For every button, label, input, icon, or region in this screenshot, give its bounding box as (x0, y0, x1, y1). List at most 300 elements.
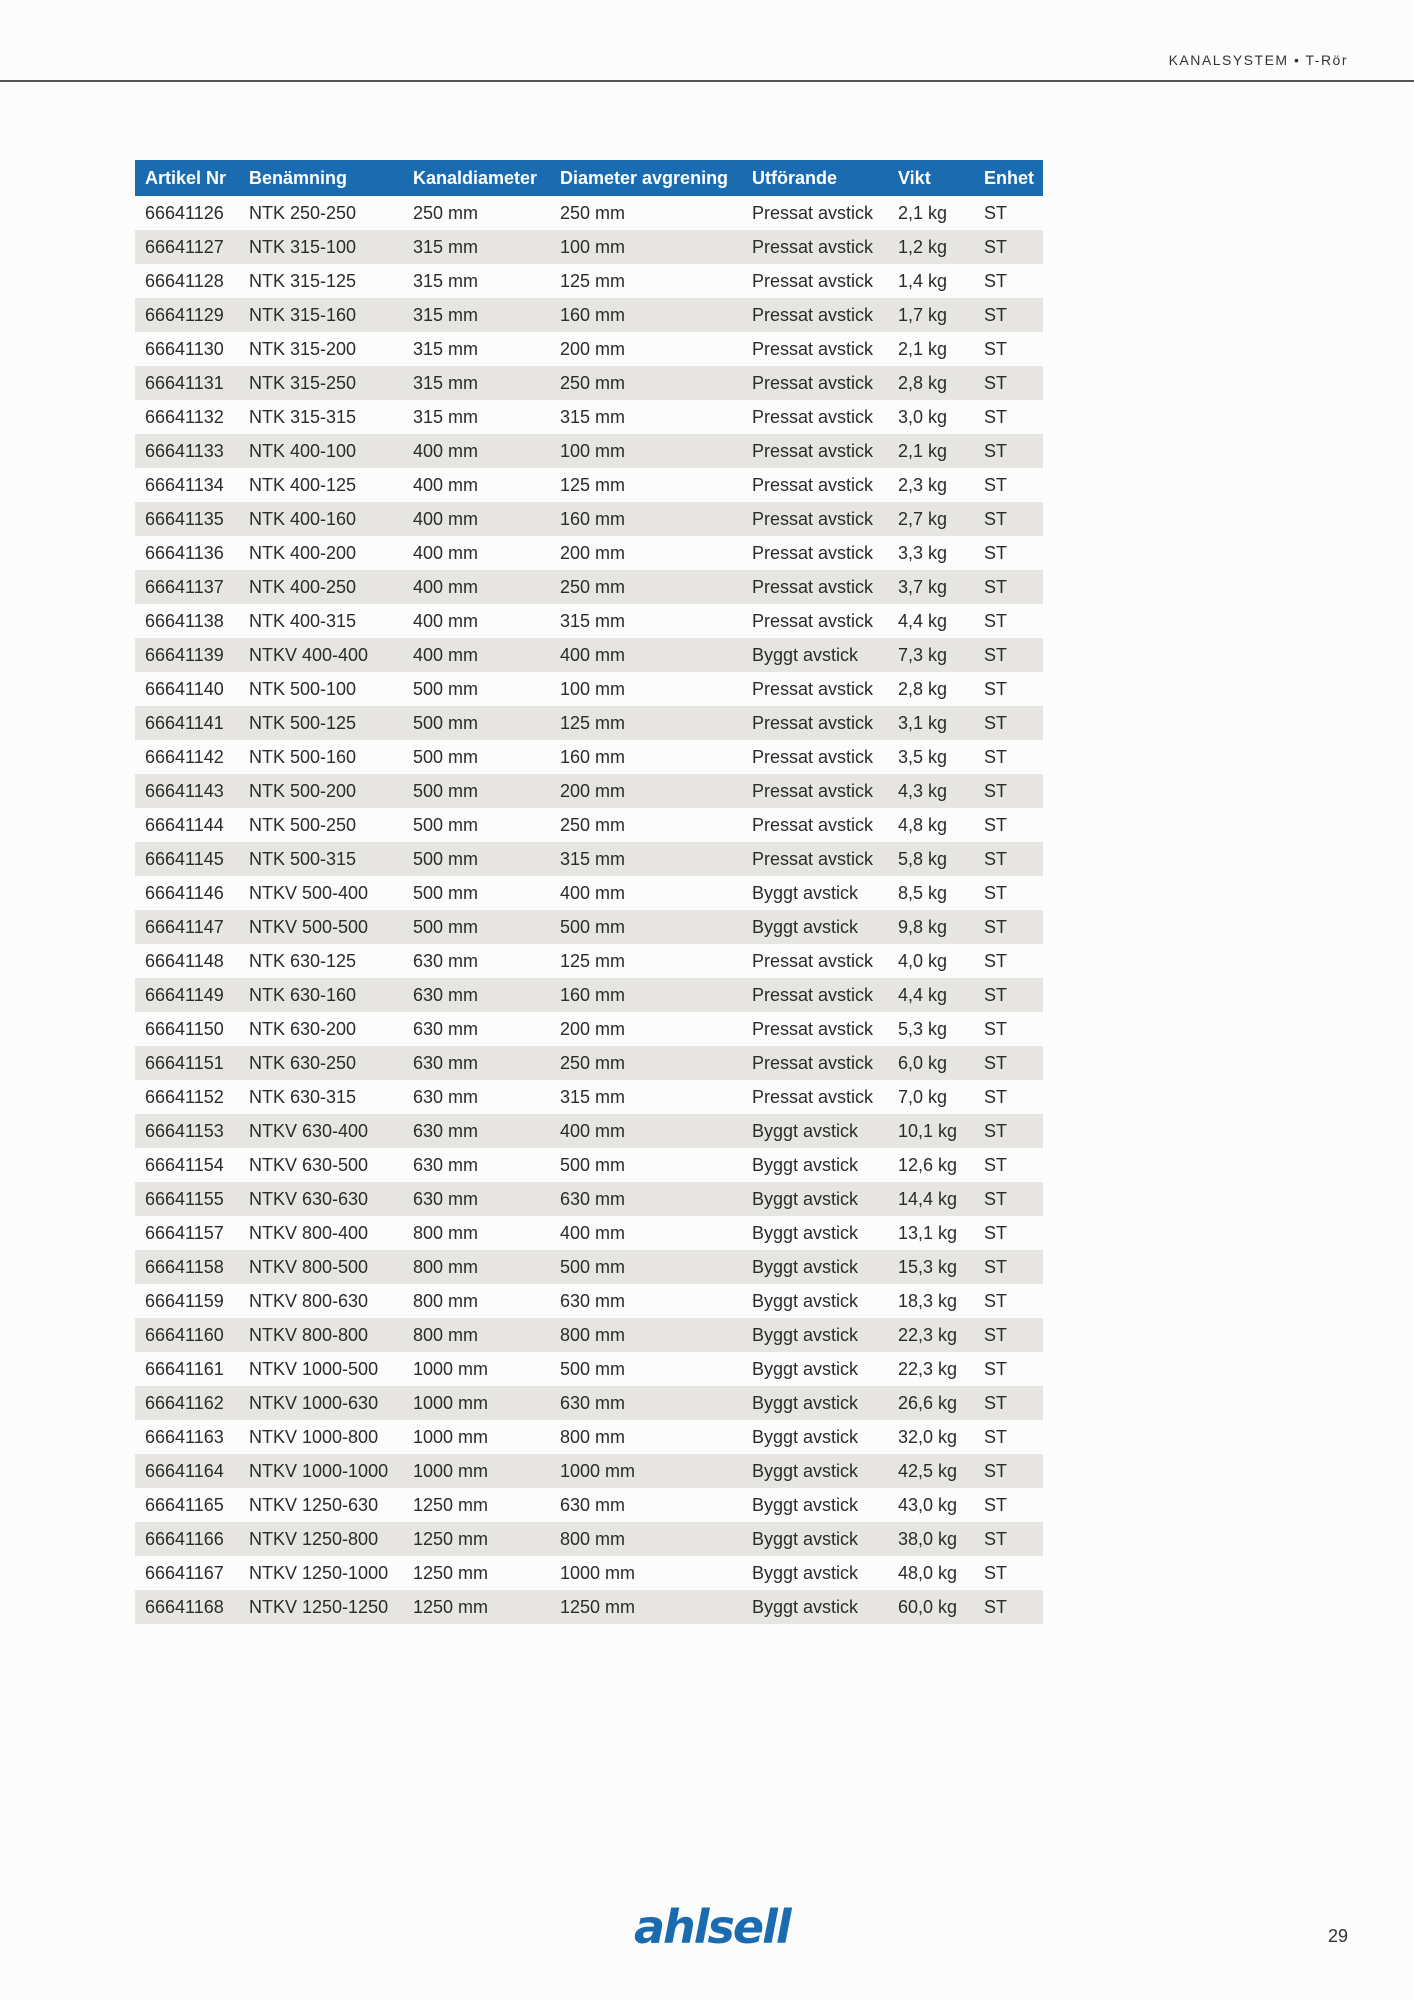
cell-benamning: NTKV 1000-630 (239, 1386, 403, 1420)
cell-artikel-nr: 66641137 (135, 570, 239, 604)
cell-utforande: Pressat avstick (742, 502, 888, 536)
table-row (135, 842, 1043, 876)
cell-diameter-avgrening: 400 mm (550, 1114, 742, 1148)
cell-kanaldiameter: 315 mm (403, 298, 550, 332)
cell-enhet: ST (974, 1216, 1043, 1250)
table-row (135, 876, 1043, 910)
table-row (135, 808, 1043, 842)
cell-diameter-avgrening: 200 mm (550, 774, 742, 808)
cell-utforande: Byggt avstick (742, 1114, 888, 1148)
table-row (135, 740, 1043, 774)
cell-vikt: 4,4 kg (888, 604, 974, 638)
table-row (135, 1352, 1043, 1386)
cell-vikt: 2,1 kg (888, 332, 974, 366)
cell-diameter-avgrening: 250 mm (550, 808, 742, 842)
cell-artikel-nr: 66641147 (135, 910, 239, 944)
table-row (135, 1046, 1043, 1080)
cell-vikt: 1,7 kg (888, 298, 974, 332)
cell-vikt: 14,4 kg (888, 1182, 974, 1216)
cell-benamning: NTKV 630-400 (239, 1114, 403, 1148)
cell-kanaldiameter: 1250 mm (403, 1522, 550, 1556)
cell-benamning: NTK 630-315 (239, 1080, 403, 1114)
cell-kanaldiameter: 630 mm (403, 1012, 550, 1046)
page-number: 29 (1327, 1926, 1348, 1946)
cell-artikel-nr: 66641151 (135, 1046, 239, 1080)
cell-vikt: 32,0 kg (888, 1420, 974, 1454)
cell-enhet: ST (974, 1318, 1043, 1352)
cell-vikt: 2,3 kg (888, 468, 974, 502)
cell-enhet: ST (974, 570, 1043, 604)
cell-diameter-avgrening: 100 mm (550, 230, 742, 264)
cell-enhet: ST (974, 1522, 1043, 1556)
cell-diameter-avgrening: 250 mm (550, 570, 742, 604)
cell-benamning: NTK 400-250 (239, 570, 403, 604)
cell-vikt: 3,7 kg (888, 570, 974, 604)
cell-kanaldiameter: 400 mm (403, 468, 550, 502)
cell-vikt: 48,0 kg (888, 1556, 974, 1590)
ahlsell-logo: ahlsell (634, 1900, 790, 1954)
table-row (135, 638, 1043, 672)
cell-utforande: Pressat avstick (742, 400, 888, 434)
cell-diameter-avgrening: 1250 mm (550, 1590, 742, 1624)
cell-enhet: ST (974, 638, 1043, 672)
cell-benamning: NTK 500-100 (239, 672, 403, 706)
cell-vikt: 3,1 kg (888, 706, 974, 740)
cell-benamning: NTK 630-200 (239, 1012, 403, 1046)
cell-benamning: NTKV 800-400 (239, 1216, 403, 1250)
table-row (135, 1590, 1043, 1624)
cell-enhet: ST (974, 876, 1043, 910)
cell-diameter-avgrening: 1000 mm (550, 1556, 742, 1590)
cell-kanaldiameter: 500 mm (403, 842, 550, 876)
cell-enhet: ST (974, 1420, 1043, 1454)
cell-utforande: Pressat avstick (742, 332, 888, 366)
cell-diameter-avgrening: 250 mm (550, 1046, 742, 1080)
cell-benamning: NTK 500-250 (239, 808, 403, 842)
table-row (135, 502, 1043, 536)
cell-kanaldiameter: 500 mm (403, 910, 550, 944)
cell-enhet: ST (974, 468, 1043, 502)
cell-benamning: NTK 400-160 (239, 502, 403, 536)
cell-diameter-avgrening: 160 mm (550, 502, 742, 536)
cell-vikt: 2,1 kg (888, 434, 974, 468)
cell-enhet: ST (974, 1556, 1043, 1590)
column-header-enhet: Enhet (974, 160, 1043, 196)
cell-diameter-avgrening: 800 mm (550, 1420, 742, 1454)
table-row (135, 366, 1043, 400)
cell-enhet: ST (974, 910, 1043, 944)
cell-utforande: Pressat avstick (742, 672, 888, 706)
table-row (135, 1454, 1043, 1488)
table-body (135, 196, 1043, 1624)
cell-enhet: ST (974, 842, 1043, 876)
cell-vikt: 60,0 kg (888, 1590, 974, 1624)
table-row (135, 672, 1043, 706)
cell-artikel-nr: 66641162 (135, 1386, 239, 1420)
table-row (135, 298, 1043, 332)
cell-utforande: Byggt avstick (742, 1386, 888, 1420)
table-row (135, 1148, 1043, 1182)
cell-artikel-nr: 66641139 (135, 638, 239, 672)
cell-artikel-nr: 66641142 (135, 740, 239, 774)
table-row (135, 570, 1043, 604)
cell-utforande: Pressat avstick (742, 468, 888, 502)
cell-enhet: ST (974, 706, 1043, 740)
cell-benamning: NTKV 1000-1000 (239, 1454, 403, 1488)
cell-vikt: 43,0 kg (888, 1488, 974, 1522)
cell-diameter-avgrening: 400 mm (550, 638, 742, 672)
table-row (135, 1556, 1043, 1590)
cell-utforande: Pressat avstick (742, 366, 888, 400)
cell-utforande: Pressat avstick (742, 842, 888, 876)
cell-artikel-nr: 66641148 (135, 944, 239, 978)
cell-artikel-nr: 66641134 (135, 468, 239, 502)
cell-artikel-nr: 66641130 (135, 332, 239, 366)
cell-kanaldiameter: 630 mm (403, 1080, 550, 1114)
cell-kanaldiameter: 630 mm (403, 1182, 550, 1216)
cell-kanaldiameter: 315 mm (403, 400, 550, 434)
cell-enhet: ST (974, 298, 1043, 332)
cell-enhet: ST (974, 1182, 1043, 1216)
cell-artikel-nr: 66641143 (135, 774, 239, 808)
cell-utforande: Pressat avstick (742, 740, 888, 774)
cell-vikt: 5,3 kg (888, 1012, 974, 1046)
cell-vikt: 8,5 kg (888, 876, 974, 910)
cell-enhet: ST (974, 264, 1043, 298)
cell-diameter-avgrening: 160 mm (550, 978, 742, 1012)
cell-utforande: Byggt avstick (742, 1420, 888, 1454)
cell-benamning: NTK 500-125 (239, 706, 403, 740)
cell-artikel-nr: 66641161 (135, 1352, 239, 1386)
cell-kanaldiameter: 1250 mm (403, 1590, 550, 1624)
cell-vikt: 3,0 kg (888, 400, 974, 434)
column-header-utforande: Utförande (742, 160, 888, 196)
cell-enhet: ST (974, 502, 1043, 536)
cell-enhet: ST (974, 1012, 1043, 1046)
cell-utforande: Byggt avstick (742, 1148, 888, 1182)
cell-benamning: NTK 400-125 (239, 468, 403, 502)
cell-benamning: NTKV 1250-630 (239, 1488, 403, 1522)
cell-utforande: Byggt avstick (742, 1590, 888, 1624)
cell-diameter-avgrening: 500 mm (550, 1148, 742, 1182)
cell-vikt: 4,3 kg (888, 774, 974, 808)
cell-artikel-nr: 66641140 (135, 672, 239, 706)
cell-diameter-avgrening: 100 mm (550, 434, 742, 468)
cell-vikt: 26,6 kg (888, 1386, 974, 1420)
cell-vikt: 6,0 kg (888, 1046, 974, 1080)
cell-vikt: 12,6 kg (888, 1148, 974, 1182)
cell-vikt: 3,3 kg (888, 536, 974, 570)
cell-vikt: 42,5 kg (888, 1454, 974, 1488)
cell-vikt: 4,0 kg (888, 944, 974, 978)
cell-vikt: 2,8 kg (888, 672, 974, 706)
cell-kanaldiameter: 315 mm (403, 230, 550, 264)
cell-enhet: ST (974, 604, 1043, 638)
table-row (135, 434, 1043, 468)
cell-enhet: ST (974, 536, 1043, 570)
cell-enhet: ST (974, 1148, 1043, 1182)
cell-benamning: NTKV 500-500 (239, 910, 403, 944)
cell-artikel-nr: 66641152 (135, 1080, 239, 1114)
cell-enhet: ST (974, 978, 1043, 1012)
table-row (135, 1284, 1043, 1318)
cell-kanaldiameter: 315 mm (403, 264, 550, 298)
cell-vikt: 1,4 kg (888, 264, 974, 298)
cell-benamning: NTK 315-315 (239, 400, 403, 434)
table-row (135, 1216, 1043, 1250)
column-header-vikt: Vikt (888, 160, 974, 196)
cell-benamning: NTKV 1250-800 (239, 1522, 403, 1556)
cell-enhet: ST (974, 196, 1043, 230)
cell-enhet: ST (974, 1488, 1043, 1522)
cell-diameter-avgrening: 400 mm (550, 1216, 742, 1250)
cell-kanaldiameter: 500 mm (403, 706, 550, 740)
cell-artikel-nr: 66641138 (135, 604, 239, 638)
cell-utforande: Byggt avstick (742, 1488, 888, 1522)
cell-artikel-nr: 66641136 (135, 536, 239, 570)
cell-diameter-avgrening: 500 mm (550, 910, 742, 944)
cell-enhet: ST (974, 1454, 1043, 1488)
cell-kanaldiameter: 1000 mm (403, 1454, 550, 1488)
cell-enhet: ST (974, 332, 1043, 366)
cell-diameter-avgrening: 1000 mm (550, 1454, 742, 1488)
cell-enhet: ST (974, 1284, 1043, 1318)
table-row (135, 400, 1043, 434)
cell-benamning: NTK 500-315 (239, 842, 403, 876)
cell-artikel-nr: 66641131 (135, 366, 239, 400)
cell-utforande: Pressat avstick (742, 808, 888, 842)
cell-enhet: ST (974, 944, 1043, 978)
cell-utforande: Byggt avstick (742, 1182, 888, 1216)
cell-vikt: 7,3 kg (888, 638, 974, 672)
cell-vikt: 5,8 kg (888, 842, 974, 876)
cell-artikel-nr: 66641145 (135, 842, 239, 876)
cell-utforande: Pressat avstick (742, 604, 888, 638)
cell-utforande: Pressat avstick (742, 978, 888, 1012)
cell-benamning: NTK 630-125 (239, 944, 403, 978)
cell-benamning: NTKV 800-800 (239, 1318, 403, 1352)
cell-kanaldiameter: 630 mm (403, 1114, 550, 1148)
table-row (135, 706, 1043, 740)
cell-vikt: 22,3 kg (888, 1352, 974, 1386)
cell-artikel-nr: 66641129 (135, 298, 239, 332)
cell-diameter-avgrening: 500 mm (550, 1352, 742, 1386)
cell-vikt: 38,0 kg (888, 1522, 974, 1556)
cell-artikel-nr: 66641149 (135, 978, 239, 1012)
cell-diameter-avgrening: 400 mm (550, 876, 742, 910)
cell-kanaldiameter: 400 mm (403, 638, 550, 672)
cell-diameter-avgrening: 315 mm (550, 400, 742, 434)
cell-enhet: ST (974, 434, 1043, 468)
cell-enhet: ST (974, 1250, 1043, 1284)
column-header-diameter-avgrening: Diameter avgrening (550, 160, 742, 196)
column-header-kanaldiameter: Kanaldiameter (403, 160, 550, 196)
cell-diameter-avgrening: 630 mm (550, 1488, 742, 1522)
cell-benamning: NTKV 1000-500 (239, 1352, 403, 1386)
table-row (135, 910, 1043, 944)
cell-artikel-nr: 66641165 (135, 1488, 239, 1522)
cell-enhet: ST (974, 1590, 1043, 1624)
table-row (135, 468, 1043, 502)
cell-benamning: NTKV 1250-1000 (239, 1556, 403, 1590)
section-header: KANALSYSTEM • T-Rör (1168, 52, 1348, 68)
cell-benamning: NTK 630-250 (239, 1046, 403, 1080)
cell-enhet: ST (974, 740, 1043, 774)
cell-artikel-nr: 66641155 (135, 1182, 239, 1216)
cell-kanaldiameter: 1250 mm (403, 1556, 550, 1590)
cell-diameter-avgrening: 315 mm (550, 842, 742, 876)
cell-diameter-avgrening: 200 mm (550, 536, 742, 570)
cell-utforande: Byggt avstick (742, 1318, 888, 1352)
cell-utforande: Pressat avstick (742, 1080, 888, 1114)
table-row (135, 1012, 1043, 1046)
cell-kanaldiameter: 630 mm (403, 978, 550, 1012)
cell-artikel-nr: 66641127 (135, 230, 239, 264)
cell-benamning: NTKV 1250-1250 (239, 1590, 403, 1624)
cell-artikel-nr: 66641157 (135, 1216, 239, 1250)
table-row (135, 978, 1043, 1012)
cell-utforande: Byggt avstick (742, 1284, 888, 1318)
cell-artikel-nr: 66641126 (135, 196, 239, 230)
table-row (135, 230, 1043, 264)
cell-artikel-nr: 66641146 (135, 876, 239, 910)
cell-kanaldiameter: 315 mm (403, 332, 550, 366)
cell-artikel-nr: 66641133 (135, 434, 239, 468)
cell-kanaldiameter: 1000 mm (403, 1420, 550, 1454)
product-table (135, 160, 1043, 1624)
table-row (135, 1114, 1043, 1148)
cell-utforande: Pressat avstick (742, 264, 888, 298)
cell-benamning: NTKV 1000-800 (239, 1420, 403, 1454)
cell-kanaldiameter: 500 mm (403, 672, 550, 706)
cell-vikt: 3,5 kg (888, 740, 974, 774)
cell-kanaldiameter: 500 mm (403, 740, 550, 774)
cell-diameter-avgrening: 800 mm (550, 1318, 742, 1352)
cell-benamning: NTK 400-315 (239, 604, 403, 638)
cell-enhet: ST (974, 672, 1043, 706)
cell-utforande: Pressat avstick (742, 230, 888, 264)
cell-benamning: NTK 400-200 (239, 536, 403, 570)
table-row (135, 1080, 1043, 1114)
cell-utforande: Pressat avstick (742, 434, 888, 468)
cell-diameter-avgrening: 500 mm (550, 1250, 742, 1284)
cell-utforande: Pressat avstick (742, 774, 888, 808)
cell-diameter-avgrening: 160 mm (550, 740, 742, 774)
table-row (135, 604, 1043, 638)
cell-artikel-nr: 66641135 (135, 502, 239, 536)
table-row (135, 1318, 1043, 1352)
cell-utforande: Pressat avstick (742, 298, 888, 332)
cell-diameter-avgrening: 630 mm (550, 1386, 742, 1420)
cell-benamning: NTKV 800-630 (239, 1284, 403, 1318)
table-row (135, 944, 1043, 978)
cell-diameter-avgrening: 125 mm (550, 264, 742, 298)
cell-artikel-nr: 66641166 (135, 1522, 239, 1556)
cell-benamning: NTK 400-100 (239, 434, 403, 468)
cell-diameter-avgrening: 200 mm (550, 1012, 742, 1046)
cell-diameter-avgrening: 125 mm (550, 706, 742, 740)
cell-benamning: NTK 250-250 (239, 196, 403, 230)
cell-enhet: ST (974, 1114, 1043, 1148)
cell-vikt: 2,8 kg (888, 366, 974, 400)
cell-kanaldiameter: 630 mm (403, 1148, 550, 1182)
cell-artikel-nr: 66641158 (135, 1250, 239, 1284)
cell-benamning: NTK 315-250 (239, 366, 403, 400)
cell-kanaldiameter: 400 mm (403, 604, 550, 638)
table-row (135, 1488, 1043, 1522)
cell-vikt: 1,2 kg (888, 230, 974, 264)
cell-utforande: Pressat avstick (742, 570, 888, 604)
cell-enhet: ST (974, 366, 1043, 400)
cell-kanaldiameter: 1250 mm (403, 1488, 550, 1522)
cell-utforande: Byggt avstick (742, 638, 888, 672)
table-row (135, 196, 1043, 230)
cell-kanaldiameter: 800 mm (403, 1250, 550, 1284)
cell-enhet: ST (974, 1080, 1043, 1114)
cell-vikt: 7,0 kg (888, 1080, 974, 1114)
cell-utforande: Pressat avstick (742, 196, 888, 230)
cell-diameter-avgrening: 630 mm (550, 1182, 742, 1216)
cell-diameter-avgrening: 125 mm (550, 468, 742, 502)
table-row (135, 1522, 1043, 1556)
cell-artikel-nr: 66641128 (135, 264, 239, 298)
cell-kanaldiameter: 630 mm (403, 944, 550, 978)
header-divider (0, 80, 1414, 82)
cell-kanaldiameter: 400 mm (403, 502, 550, 536)
cell-kanaldiameter: 800 mm (403, 1216, 550, 1250)
cell-enhet: ST (974, 230, 1043, 264)
cell-diameter-avgrening: 250 mm (550, 196, 742, 230)
column-header-benamning: Benämning (239, 160, 403, 196)
cell-enhet: ST (974, 774, 1043, 808)
cell-vikt: 2,1 kg (888, 196, 974, 230)
cell-utforande: Pressat avstick (742, 944, 888, 978)
cell-artikel-nr: 66641150 (135, 1012, 239, 1046)
cell-kanaldiameter: 1000 mm (403, 1352, 550, 1386)
cell-benamning: NTK 315-200 (239, 332, 403, 366)
cell-vikt: 15,3 kg (888, 1250, 974, 1284)
cell-artikel-nr: 66641132 (135, 400, 239, 434)
cell-diameter-avgrening: 315 mm (550, 604, 742, 638)
cell-enhet: ST (974, 808, 1043, 842)
cell-enhet: ST (974, 1352, 1043, 1386)
cell-artikel-nr: 66641160 (135, 1318, 239, 1352)
cell-vikt: 22,3 kg (888, 1318, 974, 1352)
cell-benamning: NTK 630-160 (239, 978, 403, 1012)
cell-artikel-nr: 66641167 (135, 1556, 239, 1590)
cell-diameter-avgrening: 200 mm (550, 332, 742, 366)
table-row (135, 1250, 1043, 1284)
cell-vikt: 2,7 kg (888, 502, 974, 536)
cell-benamning: NTKV 800-500 (239, 1250, 403, 1284)
cell-enhet: ST (974, 1046, 1043, 1080)
cell-utforande: Pressat avstick (742, 1046, 888, 1080)
cell-benamning: NTKV 500-400 (239, 876, 403, 910)
cell-benamning: NTK 500-160 (239, 740, 403, 774)
cell-utforande: Byggt avstick (742, 1522, 888, 1556)
cell-kanaldiameter: 315 mm (403, 366, 550, 400)
cell-vikt: 18,3 kg (888, 1284, 974, 1318)
cell-vikt: 13,1 kg (888, 1216, 974, 1250)
cell-utforande: Byggt avstick (742, 1352, 888, 1386)
cell-benamning: NTK 315-160 (239, 298, 403, 332)
cell-benamning: NTKV 400-400 (239, 638, 403, 672)
cell-utforande: Pressat avstick (742, 706, 888, 740)
cell-benamning: NTK 500-200 (239, 774, 403, 808)
cell-kanaldiameter: 400 mm (403, 570, 550, 604)
cell-utforande: Byggt avstick (742, 876, 888, 910)
table-row (135, 1420, 1043, 1454)
